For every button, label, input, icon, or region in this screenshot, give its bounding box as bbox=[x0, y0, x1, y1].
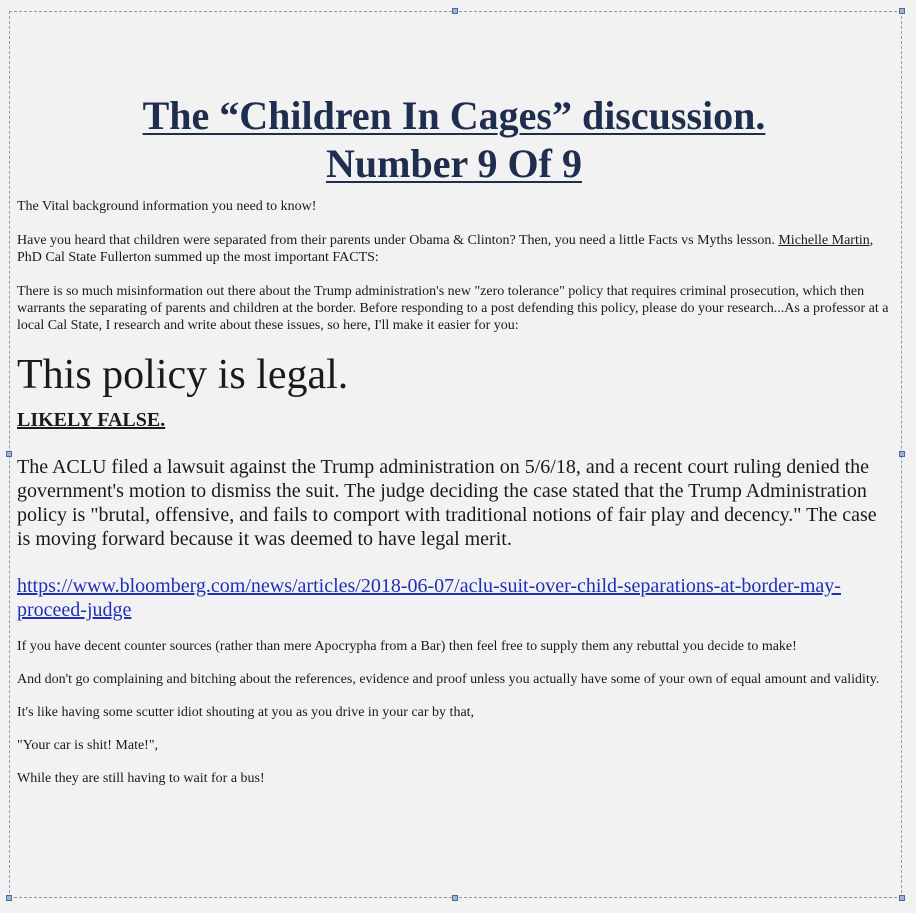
resize-handle-bottom-left[interactable] bbox=[6, 895, 12, 901]
intro-text-end: , PhD Cal State Fullerton summed up the most important FACTS: bbox=[17, 233, 874, 265]
resize-handle-top-right[interactable] bbox=[899, 8, 905, 14]
background-note: The Vital background information you need to know! bbox=[17, 199, 317, 214]
paragraph-counter-sources: If you have decent counter sources (rather than mere Apocrypha from a Bar) then feel free to supply them any rebuttal you decide to make! bbox=[17, 639, 797, 654]
paragraph-references: And don't go complaining and bitching about the references, evidence and proof unless you actually have some of your own of equal amount and validity. bbox=[17, 672, 880, 687]
source-link[interactable]: https://www.bloomberg.com/news/articles/2018-06-07/aclu-suit-over-child-separations-at-border-may-proceed-judge bbox=[17, 575, 841, 621]
resize-handle-bottom-right[interactable] bbox=[899, 895, 905, 901]
resize-handle-left[interactable] bbox=[6, 451, 12, 457]
resize-handle-right[interactable] bbox=[899, 451, 905, 457]
author-link[interactable]: Michelle Martin bbox=[778, 233, 870, 248]
page-title bbox=[17, 92, 891, 188]
explanation-paragraph: The ACLU filed a lawsuit against the Trump administration on 5/6/18, and a recent court ruling denied the government's motion to dismiss the suit. The judge deciding the case stated that the Trump Administration policy is "brutal, offensive, and fails to comport with traditional notions of fair play and decency." The case is moving forward because it was deemed to have legal merit. bbox=[17, 456, 877, 550]
misinformation-paragraph: There is so much misinformation out there about the Trump administration's new "zero tolerance" policy that requires criminal prosecution, which then warrants the separating of parents and children at the border. Before responding to a post defending this policy, please do your research...As a professor at a local Cal State, I research and write about these issues, so here, I'll make it easier for you: bbox=[17, 284, 889, 333]
verdict-label: LIKELY FALSE. bbox=[17, 409, 166, 431]
paragraph-analogy: It's like having some scutter idiot shouting at you as you drive in your car by that, bbox=[17, 705, 475, 720]
document-content bbox=[17, 92, 891, 787]
paragraph-closing: While they are still having to wait for a bus! bbox=[17, 771, 265, 786]
title-line-2: Number 9 Of 9 bbox=[326, 141, 582, 186]
intro-text: Have you heard that children were separated from their parents under Obama & Clinton? Then, you need a little Facts vs Myths lesson. bbox=[17, 233, 779, 248]
paragraph-quote: "Your car is shit! Mate!", bbox=[17, 738, 159, 753]
resize-handle-top[interactable] bbox=[452, 8, 458, 14]
claim-heading: This policy is legal. bbox=[17, 352, 349, 398]
title-line-1: The “Children In Cages” discussion. bbox=[142, 93, 766, 138]
resize-handle-bottom[interactable] bbox=[452, 895, 458, 901]
intro-paragraph bbox=[17, 232, 891, 266]
